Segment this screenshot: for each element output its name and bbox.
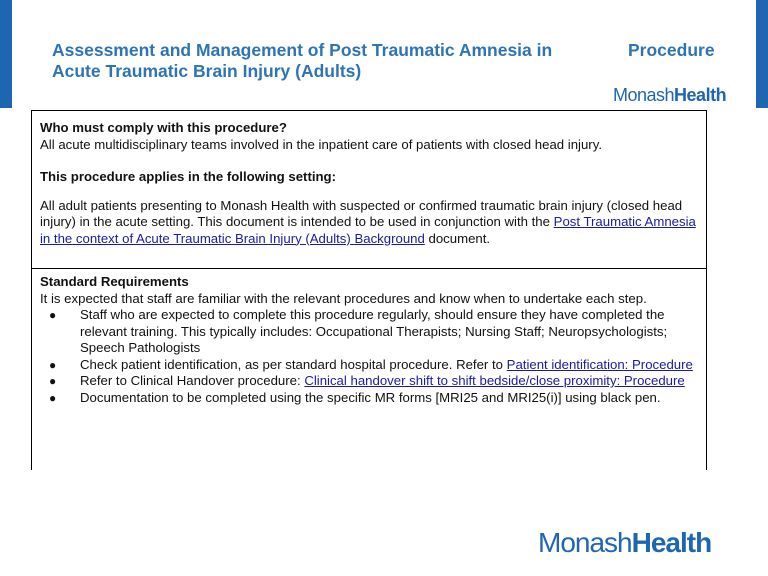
bullet-icon: ●	[49, 390, 57, 405]
compliance-section	[31, 110, 707, 269]
setting-text-end: document.	[424, 230, 491, 246]
list-item-text: Documentation to be completed using the specific MR forms [MRI25 and MRI25(i)] using black pen.	[80, 389, 661, 405]
setting-text	[40, 198, 702, 248]
left-edge-bar	[0, 0, 12, 108]
patient-identification-link[interactable]: Patient identification: Procedure	[506, 356, 693, 372]
monash-health-logo	[538, 525, 711, 561]
requirements-list	[40, 307, 702, 406]
list-item	[40, 373, 702, 390]
logo-small-light: Monash	[613, 85, 675, 105]
logo-small-bold: Health	[674, 85, 727, 105]
list-item-text: Check patient identification, as per standard hospital procedure. Refer to	[80, 356, 507, 372]
standard-requirements-intro: It is expected that staff are familiar with the relevant procedures and know when to undertake each step.	[40, 290, 647, 306]
who-must-comply-heading: Who must comply with this procedure?	[40, 120, 287, 135]
list-item	[40, 390, 702, 407]
list-item-text: Refer to Clinical Handover procedure:	[80, 373, 305, 388]
standard-requirements-section	[31, 269, 707, 470]
monash-health-logo-small	[613, 85, 726, 105]
background-document-link[interactable]: Post Traumatic Amnesia in the context of Acute Traumatic Brain Injury (Adults) Background	[40, 214, 696, 246]
setting-text-body: All adult patients presenting to Monash Health with suspected or confirmed traumatic brain injury (closed head injury) in the acute setting. This document is intended to be used in conjunction with the	[40, 197, 683, 229]
standard-requirements-heading: Standard Requirements	[40, 274, 189, 289]
list-item	[40, 307, 702, 357]
clinical-handover-link[interactable]: Clinical handover shift to shift bedside/close proximity: Procedure	[304, 373, 685, 388]
list-item-text: Staff who are expected to complete this procedure regularly, should ensure they have completed the relevant training. This typically includes: Occupational Therapists; Nursing Staff; Neuropsychologists; Speech Pathologists	[80, 307, 668, 355]
right-edge-bar	[756, 0, 768, 108]
document-title: Assessment and Management of Post Traumatic Amnesia in Acute Traumatic Brain Injury (Adults)	[52, 40, 553, 81]
bullet-icon: ●	[49, 374, 57, 388]
logo-bold: Health	[631, 527, 712, 558]
bullet-icon: ●	[49, 357, 57, 372]
logo-light: Monash	[538, 527, 632, 558]
document-type-label: Procedure	[628, 40, 715, 60]
list-item	[40, 357, 702, 374]
setting-heading: This procedure applies in the following setting:	[40, 169, 337, 184]
bullet-icon: ●	[49, 308, 57, 322]
who-must-comply-text: All acute multidisciplinary teams involved in the inpatient care of patients with closed head injury.	[40, 136, 602, 152]
